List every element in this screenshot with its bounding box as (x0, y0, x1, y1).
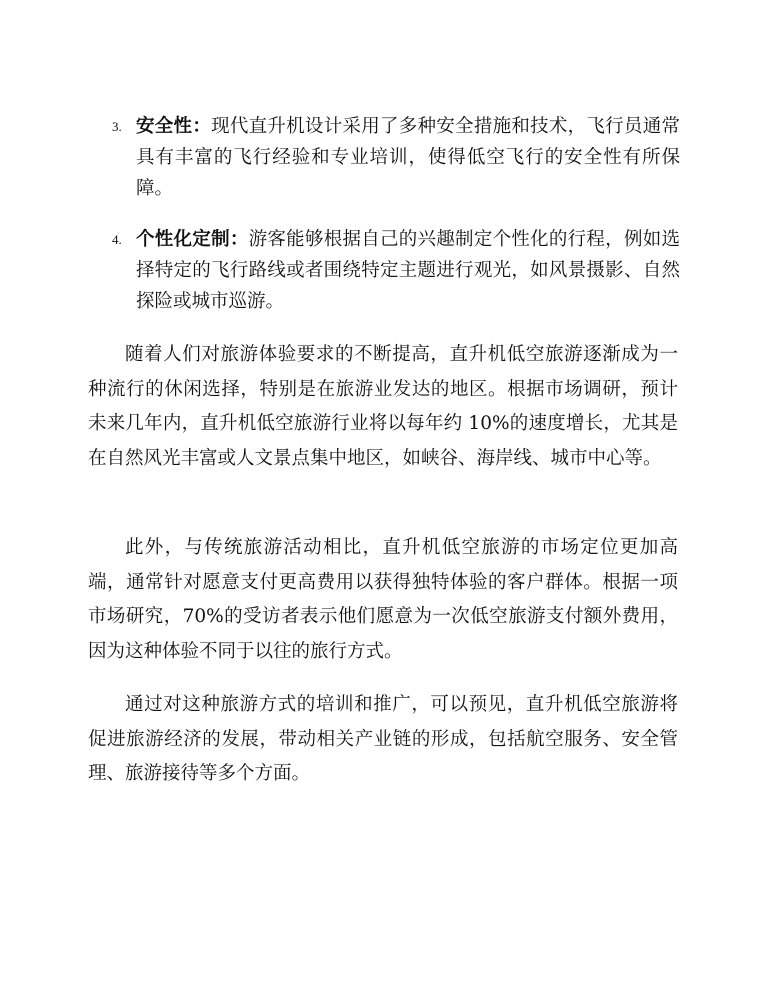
paragraph-market-positioning: 此外，与传统旅游活动相比，直升机低空旅游的市场定位更加高端，通常针对愿意支付更高费用以获得独特体验的客户群体。根据一项市场研究，70%的受访者表示他们愿意为一次低空旅游支付额外费用，因为这种体验不同于以往的旅行方式。 (88, 537, 678, 662)
list-item-safety (112, 111, 680, 204)
list-item-text: 现代直升机设计采用了多种安全措施和技术，飞行员通常具有丰富的飞行经验和专业培训，使得低空飞行的安全性有所保障。 (136, 116, 680, 199)
list-item-body (136, 224, 680, 317)
list-item-label: 个性化定制 (136, 229, 230, 250)
list-item-separator: ： (229, 229, 249, 250)
list-item-body (136, 111, 680, 204)
list-item-text: 游客能够根据自己的兴趣制定个性化的行程，例如选择特定的飞行路线或者围绕特定主题进行观光，如风景摄影、自然探险或城市巡游。 (136, 229, 680, 312)
list-number: 4. (112, 232, 122, 247)
paragraph-promotion: 通过对这种旅游方式的培训和推广，可以预见，直升机低空旅游将促进旅游经济的发展，带动相关产业链的形成，包括航空服务、安全管理、旅游接待等多个方面。 (88, 694, 678, 784)
list-item-label: 安全性 (136, 116, 193, 137)
paragraph-market-growth: 随着人们对旅游体验要求的不断提高，直升机低空旅游逐渐成为一种流行的休闲选择，特别是在旅游业发达的地区。根据市场调研，预计未来几年内，直升机低空旅游行业将以每年约 10%的速度增长，尤其是在自然风光丰富或人文景点集中地区，如峡谷、海岸线、城市中心等。 (88, 344, 678, 469)
list-item-customization (112, 224, 680, 317)
list-item-separator: ： (192, 116, 212, 137)
list-number: 3. (112, 119, 122, 134)
